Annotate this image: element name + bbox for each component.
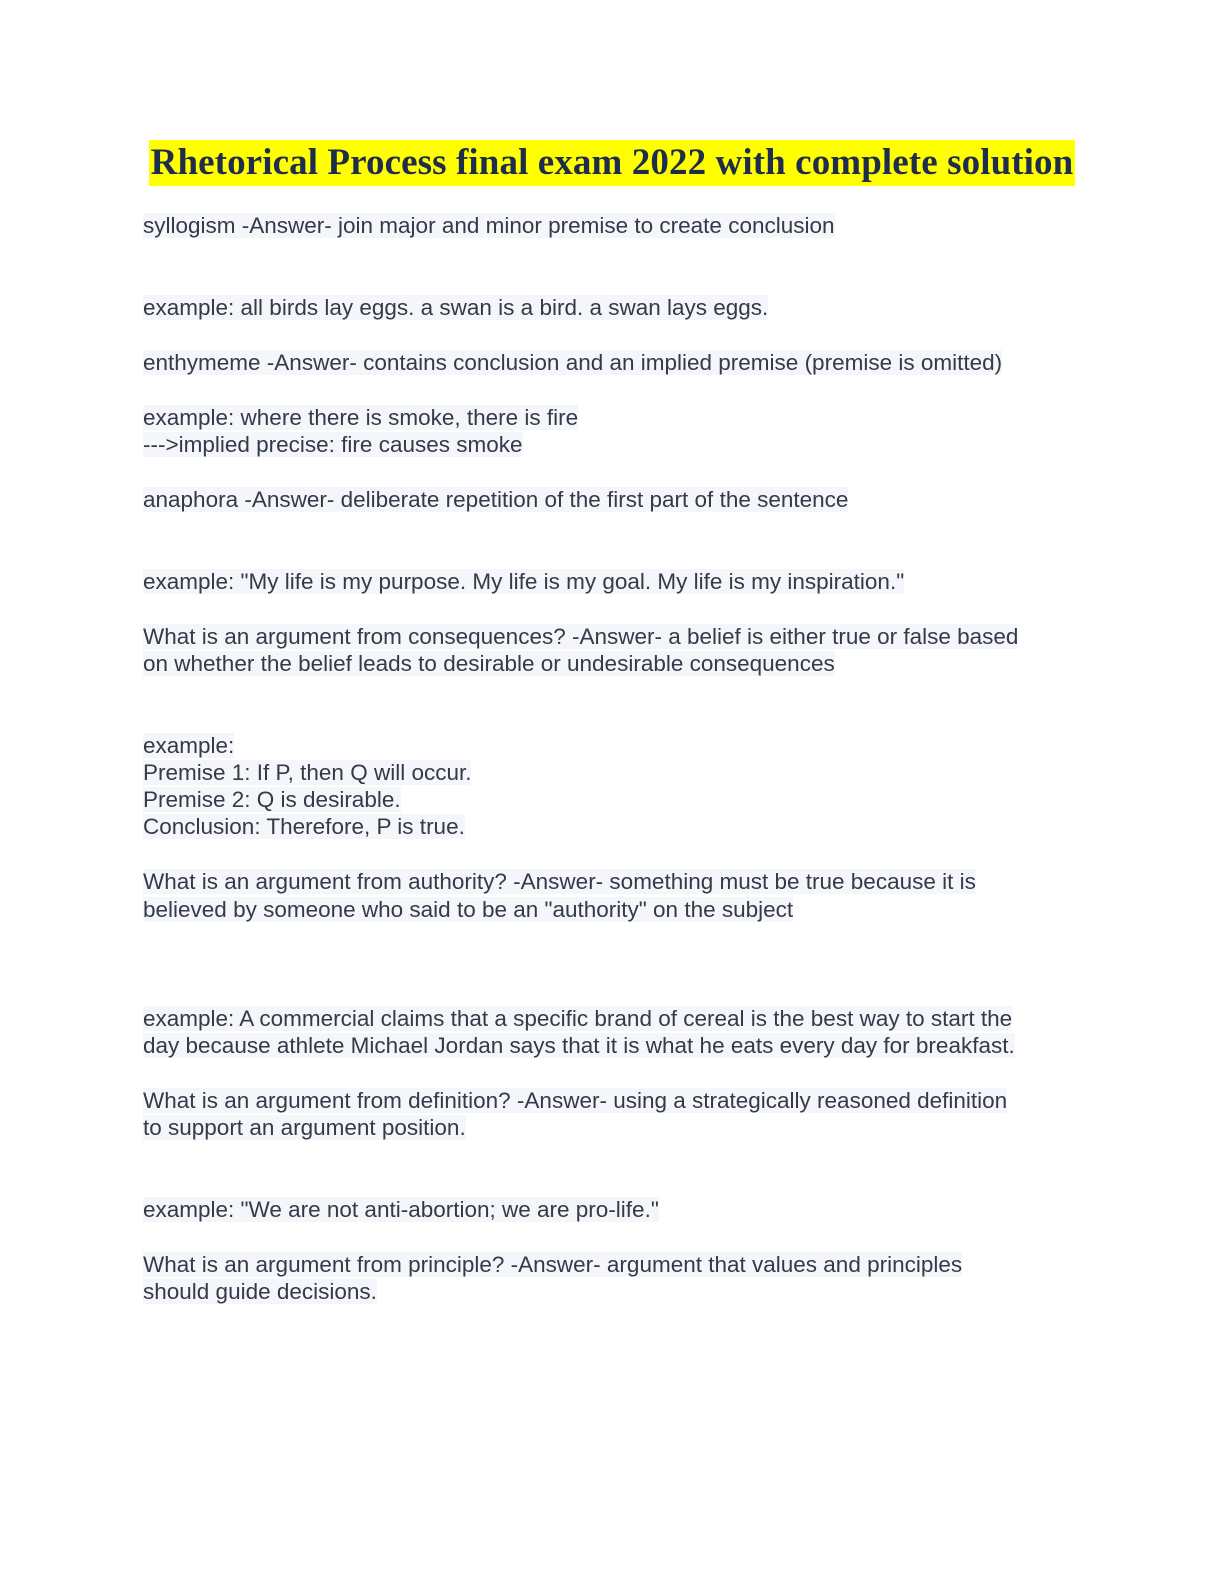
text-line: Premise 2: Q is desirable. <box>143 787 401 812</box>
text-line: enthymeme -Answer- contains conclusion and an implied premise (premise is omitted) <box>143 350 1003 375</box>
text-line: Conclusion: Therefore, P is true. <box>143 814 465 839</box>
text-line: example: where there is smoke, there is fire <box>143 405 579 430</box>
document-title: Rhetorical Process final exam 2022 with complete solution <box>149 140 1076 186</box>
text-line: example: <box>143 733 235 758</box>
text-line: syllogism -Answer- join major and minor premise to create conclusion <box>143 213 835 238</box>
text-line: example: "My life is my purpose. My life is my goal. My life is my inspiration." <box>143 569 905 594</box>
text-line: What is an argument from definition? -Answer- using a strategically reasoned definition <box>143 1088 1008 1113</box>
text-line: anaphora -Answer- deliberate repetition of the first part of the sentence <box>143 487 849 512</box>
text-line: example: "We are not anti-abortion; we are pro-life." <box>143 1197 659 1222</box>
text-line: --->implied precise: fire causes smoke <box>143 432 523 457</box>
text-line: What is an argument from principle? -Answer- argument that values and principles <box>143 1252 963 1277</box>
text-line: example: all birds lay eggs. a swan is a bird. a swan lays eggs. <box>143 295 769 320</box>
text-line: What is an argument from consequences? -Answer- a belief is either true or false based <box>143 624 1019 649</box>
text-line: to support an argument position. <box>143 1115 466 1140</box>
text-line: on whether the belief leads to desirable or undesirable consequences <box>143 651 835 676</box>
text-line: day because athlete Michael Jordan says that it is what he eats every day for breakfast. <box>143 1033 1015 1058</box>
text-line: should guide decisions. <box>143 1279 377 1304</box>
text-line: believed by someone who said to be an "authority" on the subject <box>143 897 794 922</box>
text-line: example: A commercial claims that a specific brand of cereal is the best way to start the <box>143 1006 1013 1031</box>
title-wrapper <box>0 140 1224 186</box>
text-line: What is an argument from authority? -Answer- something must be true because it is <box>143 869 976 894</box>
text-line: Premise 1: If P, then Q will occur. <box>143 760 472 785</box>
